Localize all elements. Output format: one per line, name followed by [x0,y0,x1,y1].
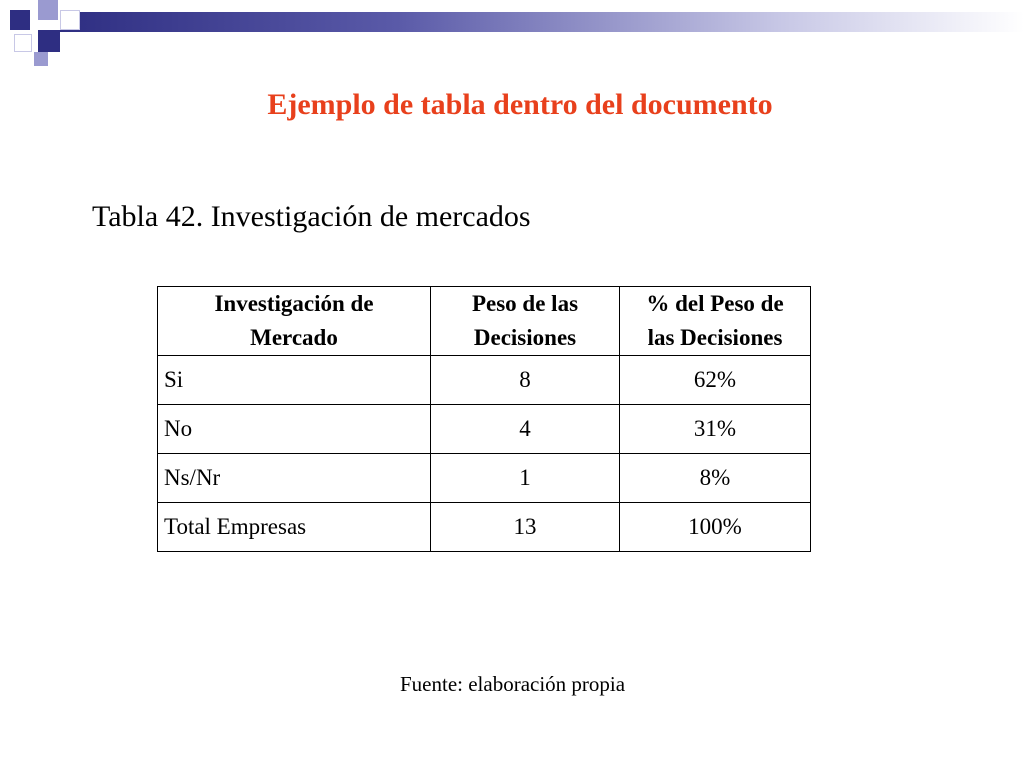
data-table [157,286,811,552]
decorative-gradient-bar [60,12,1024,32]
column-header: Peso de las Decisiones [431,287,620,356]
decorative-square [10,10,30,30]
column-header: % del Peso de las Decisiones [620,287,811,356]
table-row [158,454,811,503]
table-cell: 8% [620,454,811,503]
table-cell: No [158,405,431,454]
column-header: Investigación de Mercado [158,287,431,356]
table-row [158,356,811,405]
table-caption: Tabla 42. Investigación de mercados [92,200,531,233]
table-cell: 1 [431,454,620,503]
table-cell: Total Empresas [158,503,431,552]
decorative-square [38,0,58,20]
source-note: Fuente: elaboración propia [400,672,626,696]
decorative-square [60,10,80,30]
table-header-row [158,287,811,356]
decorative-square [38,30,60,52]
table-cell: 13 [431,503,620,552]
slide-title: Ejemplo de tabla dentro del documento [267,88,773,121]
table-cell: 100% [620,503,811,552]
decorative-square [34,52,48,66]
table-row [158,405,811,454]
table-row [158,503,811,552]
table-cell: 62% [620,356,811,405]
table-cell: Si [158,356,431,405]
table-cell: Ns/Nr [158,454,431,503]
table-cell: 31% [620,405,811,454]
decorative-square [14,34,32,52]
table-cell: 4 [431,405,620,454]
table-cell: 8 [431,356,620,405]
